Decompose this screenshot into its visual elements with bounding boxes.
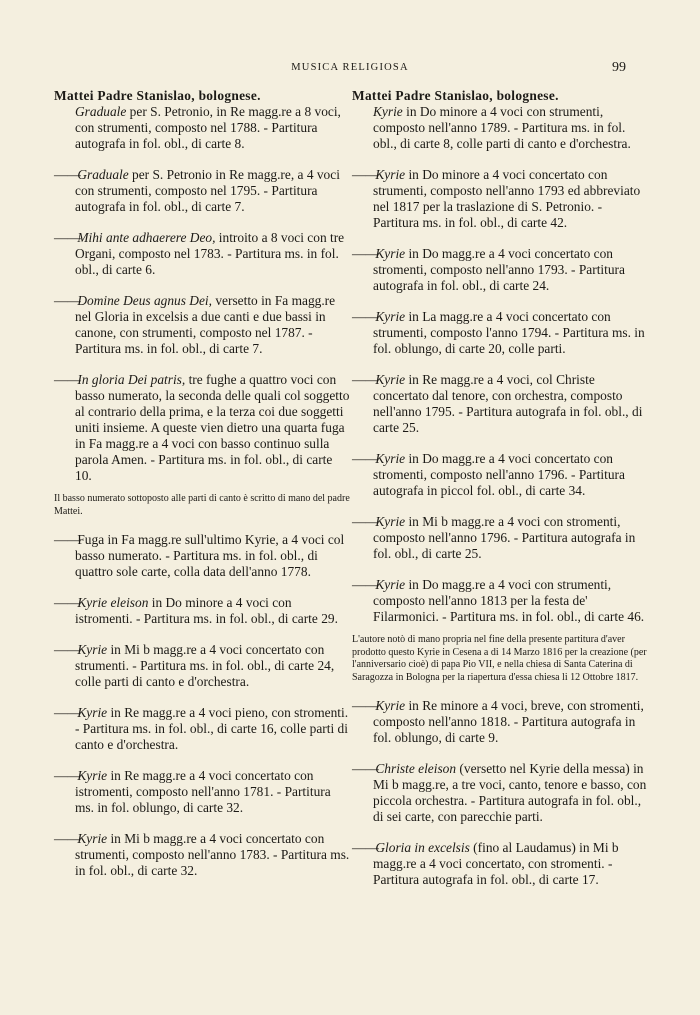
- left-column: [54, 88, 351, 894]
- work-title: Kyrie: [375, 451, 406, 466]
- ditto-dash: ——: [54, 705, 81, 720]
- work-description: tre fughe a quattro voci con basso numerato, la seconda delle quali col soggetto al contrario della prima, e la terza coi due soggetti uniti insieme. A queste vien dietro una quarta fuga in Fa magg.re a 4 voci con basso continuo sulla parola Amen. - Partitura ms. in fol. obl., di carte 10.: [75, 372, 350, 483]
- work-description: (versetto nel Kyrie della messa) in Mi b magg.re, a tre voci, canto, tenore e basso, con piccola orchestra. - Partitura autografa in fol. obl., di sei carte, con parecchie parti.: [373, 761, 647, 824]
- ditto-dash: ——: [54, 532, 81, 547]
- work-description: per S. Petronio, in Re magg.re a 8 voci, con strumenti, composto nel 1788. - Partitura autografa in fol. obl., di carte 8.: [75, 104, 341, 151]
- work-title: Kyrie: [77, 642, 108, 657]
- work-title: Kyrie: [375, 577, 406, 592]
- work-description: Fuga in Fa magg.re sull'ultimo Kyrie, a 4 voci col basso numerato. - Partitura ms. in fol. obl., di quattro sole carte, colla data dell'anno 1778.: [75, 532, 345, 579]
- ditto-dash: ——: [54, 167, 81, 182]
- work-description: (fino al Laudamus) in Mi b magg.re a 4 voci concertato, con stromenti. - Partitura autografa in fol. obl., di carte 17.: [373, 840, 619, 887]
- work-description: in Mi b magg.re a 4 voci concertato con strumenti, composto nell'anno 1783. - Partitura ms. in fol. obl., di carte 32.: [75, 831, 350, 878]
- ditto-dash: ——: [352, 372, 379, 387]
- work-title: Kyrie: [375, 372, 406, 387]
- ditto-dash: ——: [54, 642, 81, 657]
- footnote: Il basso numerato sottoposto alle parti di canto è scritto di mano del padre Mattei.: [54, 493, 350, 517]
- catalog-entry: [54, 230, 351, 278]
- ditto-dash: ——: [352, 840, 379, 855]
- catalog-entry: [54, 372, 351, 484]
- ditto-dash: ——: [352, 577, 379, 592]
- ditto-dash: ——: [54, 595, 81, 610]
- work-title: Kyrie: [375, 167, 406, 182]
- catalog-entry: [54, 532, 351, 580]
- page-number: 99: [612, 60, 626, 75]
- catalog-entry: [54, 705, 351, 753]
- ditto-dash: ——: [352, 451, 379, 466]
- composer-name: Mattei Padre Stanislao, bolognese.: [352, 88, 559, 103]
- work-title: Kyrie: [77, 768, 108, 783]
- work-title: Graduale: [77, 167, 129, 182]
- ditto-dash: ——: [352, 309, 379, 324]
- work-description: in Mi b magg.re a 4 voci con stromenti, composto nell'anno 1796. - Partitura autografa in fol. obl., di carte 25.: [373, 514, 636, 561]
- work-description: in Re magg.re a 4 voci pieno, con stromenti. - Partitura ms. in fol. obl., di carte 16, colle parti di canto e d'orchestra.: [75, 705, 349, 752]
- work-description: in Do magg.re a 4 voci concertato con stromenti, composto nell'anno 1796. - Partitura autografa in piccol fol. obl., di carte 34.: [373, 451, 625, 498]
- work-title: Christe eleison: [375, 761, 457, 776]
- work-title: Kyrie: [77, 705, 108, 720]
- ditto-dash: ——: [54, 293, 81, 308]
- ditto-dash: ——: [54, 230, 81, 245]
- work-description: versetto in Fa magg.re nel Gloria in excelsis a due canti e due bassi in canone, con strumenti, composto nel 1787. - Partitura ms. in fol. obl., di carte 7.: [75, 293, 336, 356]
- ditto-dash: ——: [352, 167, 379, 182]
- catalog-entry: [352, 88, 649, 152]
- ditto-dash: ——: [352, 246, 379, 261]
- work-description: in Re magg.re a 4 voci concertato con istromenti, composto nell'anno 1781. - Partitura ms. in fol. oblungo, di carte 32.: [75, 768, 331, 815]
- catalog-entry: [352, 309, 649, 357]
- ditto-dash: ——: [352, 698, 379, 713]
- ditto-dash: ——: [352, 514, 379, 529]
- catalog-entry: [54, 831, 351, 879]
- work-title: Kyrie: [77, 831, 108, 846]
- catalog-entry: [352, 246, 649, 294]
- catalog-entry: [352, 761, 649, 825]
- work-title: Mihi ante adhaerere Deo,: [77, 230, 216, 245]
- catalog-entry: [54, 293, 351, 357]
- ditto-dash: ——: [54, 831, 81, 846]
- catalog-entry: [352, 514, 649, 562]
- ditto-dash: ——: [352, 761, 379, 776]
- work-description: in Do minore a 4 voci con istromenti. - Partitura ms. in fol. obl., di carte 29.: [75, 595, 338, 626]
- work-title: In gloria Dei patris,: [77, 372, 186, 387]
- composer-name: Mattei Padre Stanislao, bolognese.: [54, 88, 261, 103]
- catalog-entry: [54, 595, 351, 627]
- work-title: Gloria in excelsis: [375, 840, 470, 855]
- catalog-entry: [352, 698, 649, 746]
- work-title: Graduale: [75, 104, 127, 119]
- work-description: in Re minore a 4 voci, breve, con stromenti, composto nell'anno 1818. - Partitura autografa in fol. oblungo, di carte 9.: [373, 698, 644, 745]
- work-title: Kyrie: [373, 104, 403, 119]
- running-header: [0, 62, 700, 78]
- work-description: in Do minore a 4 voci con strumenti, composto nell'anno 1789. - Partitura ms. in fol. obl., di carte 8, colle parti di canto e d'orchestra.: [373, 104, 631, 151]
- work-title: Kyrie: [375, 246, 406, 261]
- work-title: Kyrie: [375, 514, 406, 529]
- work-description: in Re magg.re a 4 voci, col Christe concertato dal tenore, con orchestra, composto nell'anno 1795. - Partitura autografa in fol. obl., di carte 25.: [373, 372, 643, 435]
- ditto-dash: ——: [54, 768, 81, 783]
- catalog-entry: [54, 167, 351, 215]
- work-description: in Mi b magg.re a 4 voci concertato con strumenti. - Partitura ms. in fol. obl., di carte 24, colle parti di canto e d'orchestra.: [75, 642, 335, 689]
- work-description: in Do minore a 4 voci concertato con strumenti, composto nell'anno 1793 ed abbreviato nel 1817 per la traslazione di S. Petronio. - Partitura ms. in fol. obl., di carte 42.: [373, 167, 641, 230]
- catalog-entry: [54, 768, 351, 816]
- footnote: L'autore notò di mano propria nel fine della presente partitura d'aver prodotto questo Kyrie in Cesena a di 14 Marzo 1816 per la creazione (per l'anniversario cioè) di papa Pio VII, e nella chiesa di Santa Caterina di Saragozza in Bologna per la riapertura d'essa chiesa li 12 Ottobre 1817.: [352, 634, 647, 683]
- catalog-entry: [54, 642, 351, 690]
- catalog-entry: [352, 372, 649, 436]
- catalog-entry: [54, 88, 351, 152]
- catalog-entry: [352, 840, 649, 888]
- work-title: Domine Deus agnus Dei,: [77, 293, 212, 308]
- work-description: in Do magg.re a 4 voci con strumenti, composto nell'anno 1813 per la festa de' Filarmonici. - Partitura ms. in fol. obl., di carte 46.: [373, 577, 645, 624]
- work-description: in Do magg.re a 4 voci concertato con stromenti, composto nell'anno 1793. - Partitura autografa in fol. obl., di carte 24.: [373, 246, 625, 293]
- running-title: MUSICA RELIGIOSA: [291, 62, 409, 73]
- ditto-dash: ——: [54, 372, 81, 387]
- work-description: in La magg.re a 4 voci concertato con strumenti, composto l'anno 1794. - Partitura ms. in fol. oblungo, di carte 20, colle parti.: [373, 309, 645, 356]
- work-description: introito a 8 voci con tre Organi, composto nel 1783. - Partitura ms. in fol. obl., di carte 6.: [75, 230, 345, 277]
- catalog-entry: [352, 577, 649, 625]
- work-title: Kyrie eleison: [77, 595, 149, 610]
- work-description: per S. Petronio in Re magg.re, a 4 voci con strumenti, composto nel 1795. - Partitura autografa in fol. obl., di carte 7.: [75, 167, 340, 214]
- work-title: Kyrie: [375, 309, 406, 324]
- right-column: [352, 88, 649, 903]
- catalog-entry: [352, 451, 649, 499]
- catalog-entry: [352, 167, 649, 231]
- work-title: Kyrie: [375, 698, 406, 713]
